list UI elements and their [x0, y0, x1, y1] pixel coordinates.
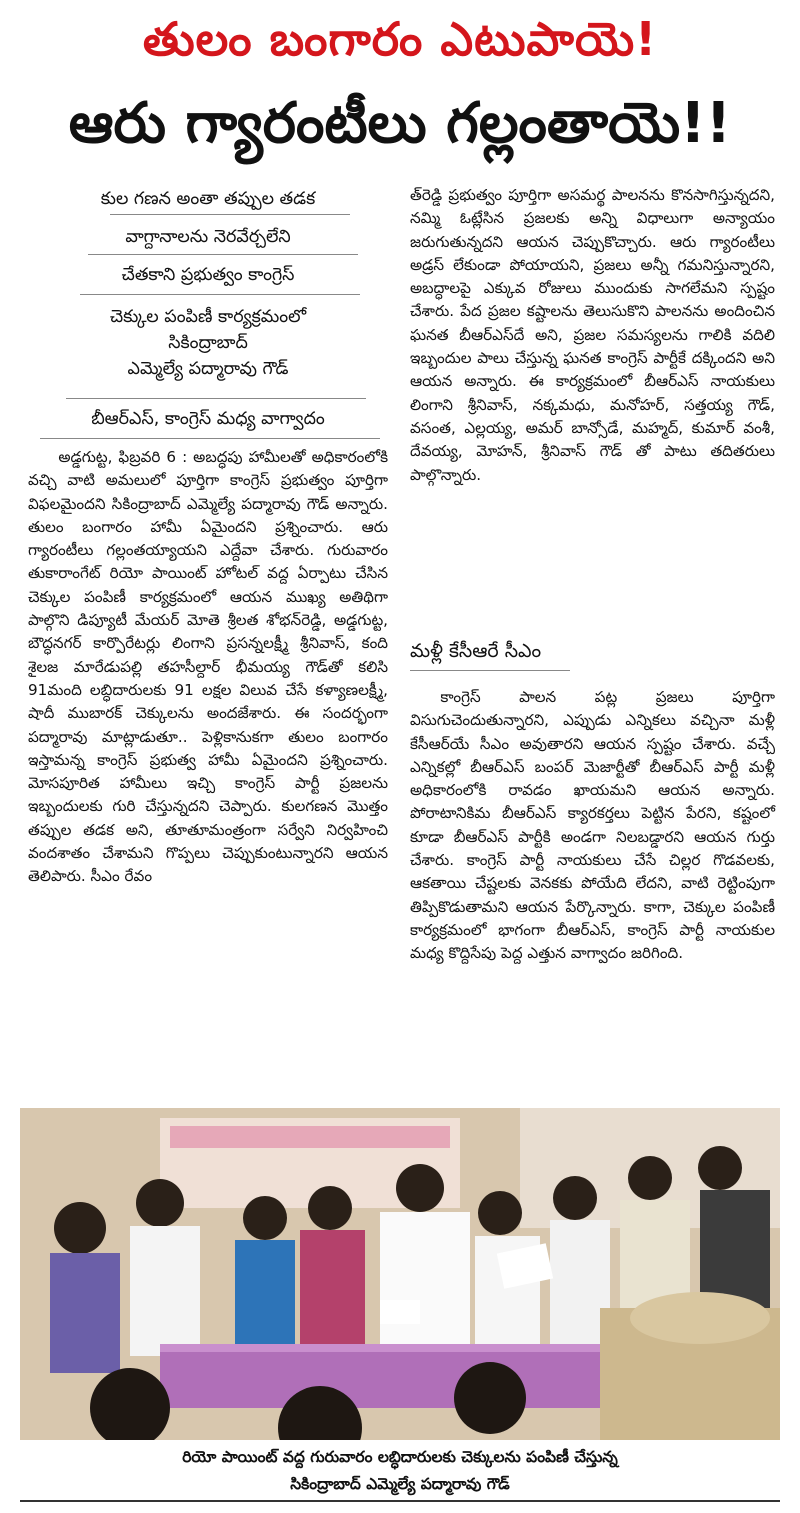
- paragraph: అడ్డగుట్ట, ఫిబ్రవరి 6 : అబద్ధపు హామీలతో అధికారంలోకి వచ్చి వాటి అమలులో పూర్తిగా కాంగ్రెస్ ప్రభుత్వం పూర్తిగా విఫలమైందని సికింద్రాబాద్ ఎమ్మెల్యే పద్మారావు గౌడ్ అన్నారు. తులం బంగారం హామీ ఏమైందని ప్రశ్నించారు. ఆరు గ్యారంటీలు గల్లంతయ్యాయని ఎద్దేవా చేశారు. గురువారం తుకారాంగేట్ రియో పాయింట్ హోటల్ వద్ద ఏర్పాటు చేసిన చెక్కుల పంపిణీ కార్యక్రమంలో ఆయన ముఖ్య అతిథిగా పాల్గొని డిప్యూటీ మేయర్ మోతె శ్రీలత శోభన్‌రెడ్డి, అడ్డగుట్ట, బౌద్ధనగర్ కార్పొరేటర్లు లింగాని ప్రసన్నలక్ష్మీ శ్రీనివాస్, కంది శైలజ మారేడుపల్లి తహసీల్దార్ భీమయ్య గౌడ్‌తో కలిసి 91మంది లబ్ధిదారులకు 91 లక్షల విలువ చేసే కళ్యాణలక్ష్మీ, షాదీ ముబారక్ చెక్కులను అందజేశారు. ఈ సందర్భంగా పద్మారావు మాట్లాడుతూ.. పెళ్లికానుకగా తులం బంగారం ఇస్తామన్న కాంగ్రెస్ ప్రభుత్వ హామీ ఏమైందని ప్రశ్నించారు. మోసపూరిత హామీలు ఇచ్చి కాంగ్రెస్ పార్టీ ప్రజలను ఇబ్బందులకు గురి చేస్తున్నదని చెప్పారు. కులగణన మొత్తం తప్పుల తడక అని, తూతూమంత్రంగా సర్వేని నిర్వహించి వందశాతం చేశామని గొప్పలు చెప్పుకుంటున్నారని ఆయన తెలిపారు. సీఎం రేవం: [28, 448, 388, 886]
- deck-group: [28, 262, 388, 288]
- article-body-right-top: [410, 184, 775, 487]
- paragraph: కాంగ్రెస్ పాలన పట్ల ప్రజలు పూర్తిగా విసుగుచెందుతున్నారని, ఎప్పుడు ఎన్నికలు వచ్చినా మళ్లీ కేసీఆర్‌యే సీఎం అవుతారని ఆయన స్పష్టం చేశారు. వచ్చే ఎన్నికల్లో బీఆర్ఎస్ బంపర్ మెజార్టీతో బీఆర్ఎస్ పార్టీ మళ్లీ అధికారంలోకి రావడం ఖాయమని ఆయన అన్నారు. పోరాటానికిమ బీఆర్ఎస్ క్యారకర్తలు పెట్టిన పేరని, కష్టంలో కూడా బీఆర్ఎస్ పార్టీకి అండగా నిలబడ్డారని ఆయన గుర్తు చేశారు. కాంగ్రెస్ పార్టీ నాయకులు చేసే చిల్లర గొడవలకు, ఆకతాయి చేష్టలకు వెనకకు పోయేది లేదని, వాటి రెట్టింపుగా తిప్పికొడుతామని ఆయన పేర్కొన్నారు. కాగా, చెక్కుల పంపిణీ కార్యక్రమంలో భాగంగా బీఆర్ఎస్, కాంగ్రెస్ పార్టీ నాయకుల మధ్య కొద్దిసేపు పెద్ద ఎత్తున వాగ్వాదం జరిగింది.: [410, 688, 775, 963]
- deck-rule: [66, 398, 366, 399]
- deck-line: సికింద్రాబాద్: [168, 333, 248, 353]
- bottom-rule: [20, 1500, 780, 1502]
- deck-line: కుల గణన అంతా తప్పుల తడక: [100, 189, 316, 209]
- deck-rule: [110, 214, 350, 215]
- caption-line: రియో పాయింట్ వద్ద గురువారం లబ్ధిదారులకు చెక్కులను పంపిణీ చేస్తున్న: [182, 1448, 618, 1466]
- deck-line: వాగ్దానాలను నెరవేర్చలేని: [125, 227, 291, 247]
- caption-line: సికింద్రాబాద్ ఎమ్మెల్యే పద్మారావు గౌడ్: [290, 1475, 510, 1493]
- deck-rule: [80, 294, 360, 295]
- deck-line: బీఆర్ఎస్, కాంగ్రెస్ మధ్య వాగ్వాదం: [91, 409, 325, 429]
- main-headline: ఆరు గ్యారంటీలు గల్లంతాయె!!: [68, 91, 732, 156]
- deck-group: [28, 304, 388, 382]
- deck-line: ఎమ్మెల్యే పద్మారావు గౌడ్: [127, 359, 289, 379]
- kicker-headline: తులం బంగారం ఎటుపాయె!: [142, 12, 658, 66]
- article-body-left: [28, 446, 388, 889]
- event-photo: [20, 1108, 780, 1440]
- deck-group: [28, 224, 388, 250]
- deck-rule: [40, 438, 380, 439]
- deck-box: [28, 186, 388, 212]
- subhead: మళ్లీ కేసీఆరే సీఎం: [410, 640, 542, 662]
- photo-caption: [0, 1444, 800, 1498]
- deck-line: చేతకాని ప్రభుత్వం కాంగ్రెస్: [121, 265, 295, 285]
- photo-illustration: [20, 1108, 780, 1440]
- article-body-right-bottom: [410, 686, 775, 966]
- deck-rule: [88, 254, 358, 255]
- deck-group: [28, 406, 388, 432]
- subhead-rule: [410, 670, 570, 671]
- paragraph: త్‌రెడ్డి ప్రభుత్వం పూర్తిగా అసమర్థ పాలనను కొనసాగిస్తున్నదని, నమ్మి ఓట్లేసిన ప్రజలకు అన్ని విధాలుగా అన్యాయం జరుగుతున్నదని ఆయన చెప్పుకొచ్చారు. ఆరు గ్యారంటీలు అడ్రస్ లేకుండా పోయాయని, ప్రజలు అన్నీ గమనిస్తున్నారని, అబద్ధాలపై ఎక్కువ రోజులు ముందుకు సాగలేమని స్పష్టం చేశారు. పేద ప్రజల కష్టాలను తెలుసుకొని పాలనను అందించిన ఘనత బీఆర్ఎస్‌దే అని, ప్రజల సమస్యలను గాలికి వదిలి ఇబ్బందుల పాలు చేస్తున్న ఘనత కాంగ్రెస్ పార్టీకే దక్కిందని అని ఆయన అన్నారు. ఈ కార్యక్రమంలో బీఆర్ఎస్ నాయకులు లింగాని శ్రీనివాస్, నక్కమధు, మనోహర్, సత్తయ్య గౌడ్, వసంత, ఎల్లయ్య, అమర్ బాన్సోడే, మహ్మద్, కుమార్ వంశీ, దేవయ్య, మోహన్, శ్రీనివాస్ గౌడ్ తో పాటు తదితరులు పాల్గొన్నారు.: [410, 186, 775, 484]
- deck-line: చెక్కుల పంపిణీ కార్యక్రమంలో: [109, 307, 307, 327]
